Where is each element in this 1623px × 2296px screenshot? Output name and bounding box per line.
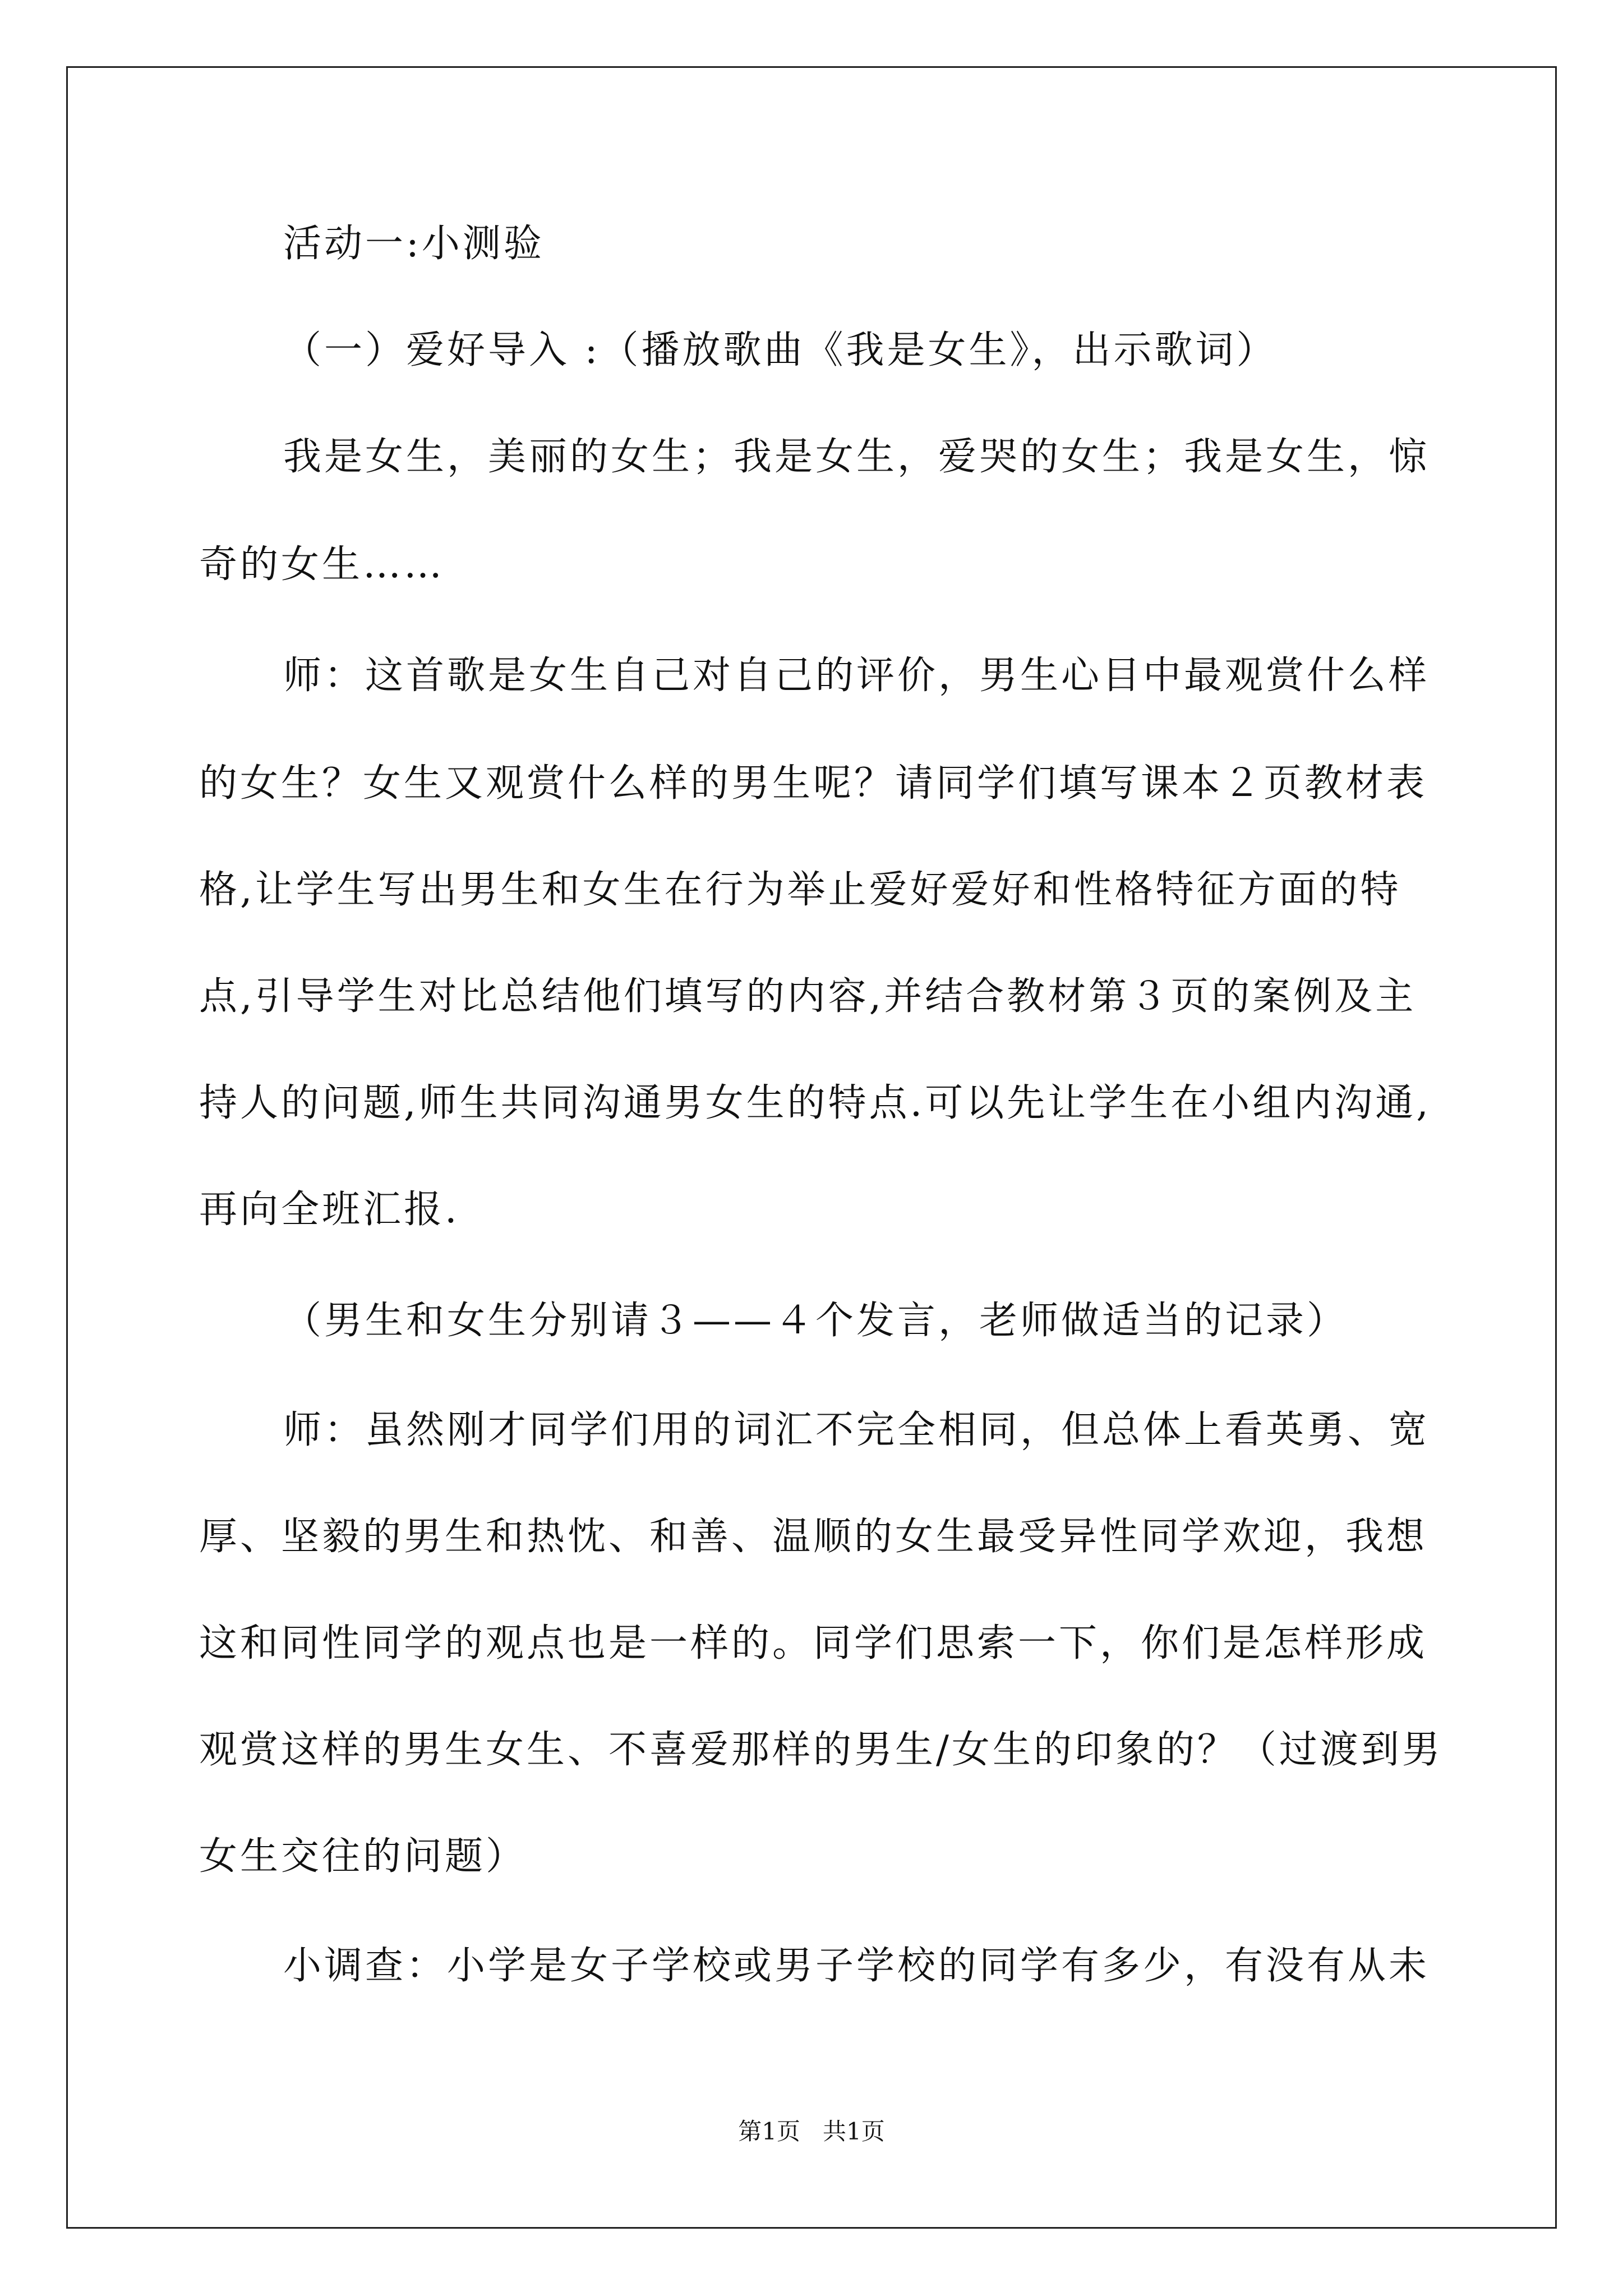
paragraph-line: 这和同性同学的观点也是一样的。同学们思索一下，你们是怎样形成 [199, 1621, 1428, 1665]
paragraph-line: （男生和女生分别请３——４个发言，老师做适当的记录） [283, 1299, 1348, 1343]
paragraph-line: 小调查：小学是女子学校或男子学校的同学有多少，有没有从未 [283, 1944, 1430, 1988]
paragraph-line: 师：这首歌是女生自己对自己的评价，男生心目中最观赏什么样 [283, 654, 1430, 698]
page-border [66, 66, 1557, 2229]
subsection-heading: （一）爱好导入 :（播放歌曲《我是女生》，出示歌词） [283, 328, 1278, 372]
paragraph-line: 持人的问题,师生共同沟通男女生的特点.可以先让学生在小组内沟通, [199, 1081, 1431, 1125]
paragraph-line: 格,让学生写出男生和女生在行为举止爱好爱好和性格特征方面的特 [199, 868, 1401, 912]
paragraph-line: 师：虽然刚才同学们用的词汇不完全相同，但总体上看英勇、宽 [283, 1408, 1430, 1452]
paragraph-line: 点,引导学生对比总结他们填写的内容,并结合教材第３页的案例及主 [199, 974, 1417, 1019]
paragraph-line: 奇的女生…… [199, 542, 445, 587]
paragraph-line: 的女生？女生又观赏什么样的男生呢？请同学们填写课本２页教材表 [199, 761, 1428, 806]
paragraph-line: 我是女生，美丽的女生；我是女生，爱哭的女生；我是女生，惊 [283, 435, 1430, 479]
paragraph-line: 观赏这样的男生女生、不喜爱那样的男生/女生的印象的？（过渡到男 [199, 1728, 1443, 1772]
paragraph-line: 女生交往的问题） [199, 1834, 527, 1879]
section-heading: 活动一:小测验 [283, 222, 545, 266]
paragraph-line: 厚、坚毅的男生和热忱、和善、温顺的女生最受异性同学欢迎，我想 [199, 1515, 1428, 1559]
page-number: 第1页 共1页 [738, 2118, 885, 2145]
paragraph-line: 再向全班汇报. [199, 1188, 460, 1232]
